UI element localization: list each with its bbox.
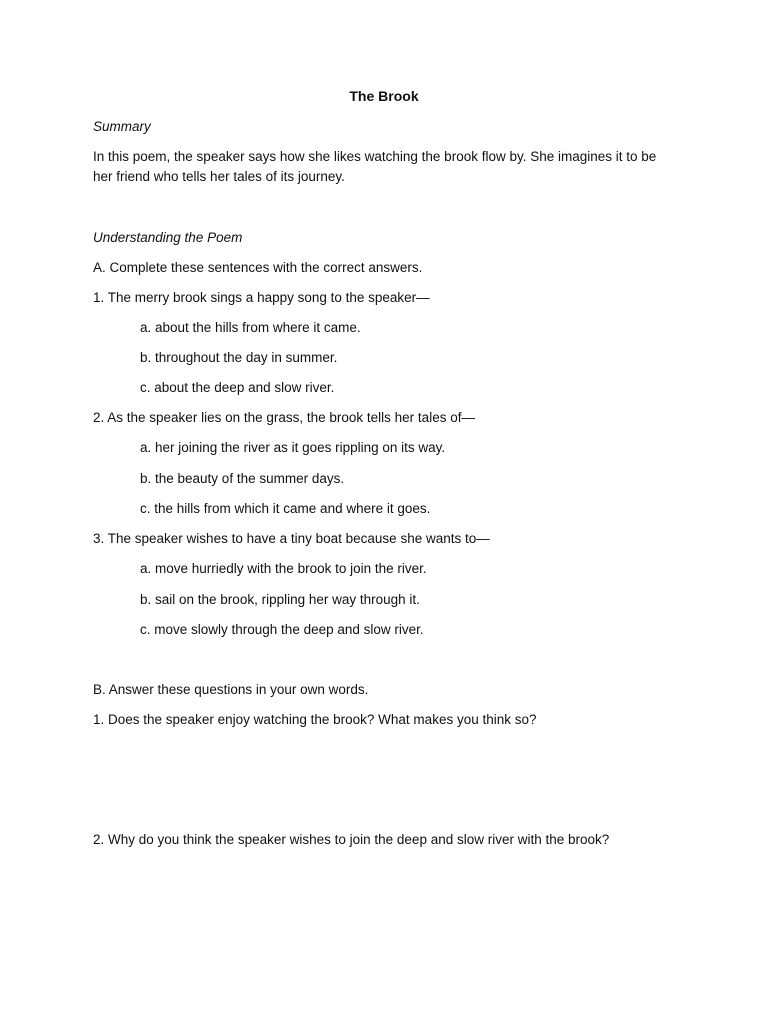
question-a1-option-b: b. throughout the day in summer. xyxy=(140,350,338,365)
summary-paragraph: In this poem, the speaker says how she likes watching the brook flow by. She imagines it to be her friend who tells her tales of its journey. xyxy=(93,149,657,184)
understanding-heading: Understanding the Poem xyxy=(93,230,243,245)
question-a2-option-a: a. her joining the river as it goes rippling on its way. xyxy=(140,440,446,455)
question-a3-option-b: b. sail on the brook, rippling her way through it. xyxy=(140,592,420,607)
question-a2-option-b: b. the beauty of the summer days. xyxy=(140,471,345,486)
section-b-instruction: B. Answer these questions in your own words. xyxy=(93,682,369,697)
question-a1-stem: 1. The merry brook sings a happy song to the speaker— xyxy=(93,290,430,305)
section-a-instruction: A. Complete these sentences with the correct answers. xyxy=(93,260,423,275)
question-a1-option-c: c. about the deep and slow river. xyxy=(140,380,335,395)
question-a2-stem: 2. As the speaker lies on the grass, the brook tells her tales of— xyxy=(93,410,475,425)
document-title: The Brook xyxy=(349,88,419,104)
question-a2-option-c: c. the hills from which it came and where it goes. xyxy=(140,501,431,516)
question-b2: 2. Why do you think the speaker wishes to join the deep and slow river with the brook? xyxy=(93,832,610,847)
question-a3-option-a: a. move hurriedly with the brook to join the river. xyxy=(140,561,427,576)
question-a1-option-a: a. about the hills from where it came. xyxy=(140,320,361,335)
question-a3-option-c: c. move slowly through the deep and slow river. xyxy=(140,622,424,637)
question-b1: 1. Does the speaker enjoy watching the brook? What makes you think so? xyxy=(93,712,537,727)
summary-heading: Summary xyxy=(93,119,151,134)
question-a3-stem: 3. The speaker wishes to have a tiny boat because she wants to— xyxy=(93,531,490,546)
